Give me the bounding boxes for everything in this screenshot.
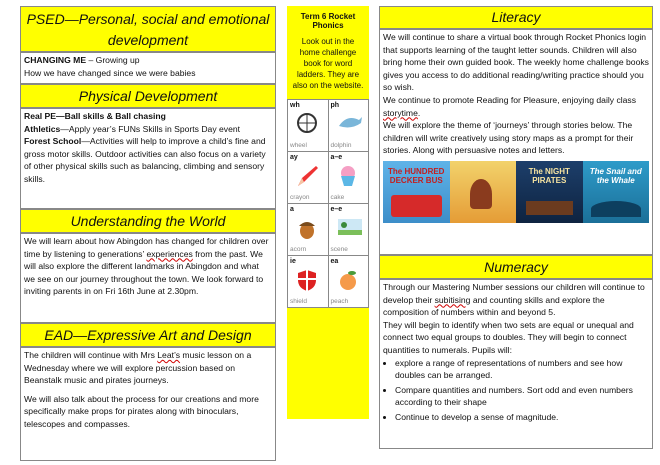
ead-para1-a: The children will continue with Mrs: [24, 350, 158, 360]
phonics-text: Look out in the home challenge book for word ladders. They are also on the website.: [287, 34, 369, 99]
ead-para1-u: Leat’s: [157, 350, 181, 360]
left-column: [20, 6, 276, 461]
acorn-icon: [296, 216, 318, 240]
ead-title: EAD—Expressive Art and Design: [44, 327, 252, 343]
literacy-header: [379, 6, 653, 29]
literacy-body: [379, 29, 653, 255]
dolphin-icon: [337, 112, 363, 134]
numeracy-para1-b: and counting skills and explore the composition of numbers within and beyond 5.: [383, 294, 605, 318]
phonics-cell-ie: [288, 256, 329, 308]
phonics-cell-ph: [329, 100, 370, 152]
phonics-cell-ea: [329, 256, 370, 308]
literacy-para1: We will continue to share a virtual book through Rocket Phonics login that supports learning of the taught letter sounds. Children will also bring home their own guided book. The weekly home challenge books gives you access to do additional reading/writing practice should you so wish.: [383, 32, 649, 93]
pe-rest: —Ball skills & Ball chasing: [56, 111, 166, 121]
psed-title-line1: PSED—Personal, social and emotional: [26, 11, 270, 27]
grapheme: ie: [290, 258, 296, 265]
numeracy-para1-u: subitising: [434, 294, 471, 305]
ead-para1-b: music lesson on a Wednesday where we will explore percussion based on Beanstalk music and pirates journeys.: [24, 350, 252, 386]
phonics-cell-e-e: [329, 204, 370, 256]
book-cover-2: [450, 161, 517, 223]
book-cover-4: [583, 161, 650, 223]
forest-label: Forest School: [24, 136, 82, 147]
word: shield: [290, 298, 307, 305]
word: peach: [330, 298, 349, 305]
word: crayon: [290, 194, 310, 201]
book-cover-1: [383, 161, 450, 223]
cupcake-icon: [337, 164, 359, 188]
list-item: • Continue to develop a sense of magnitude.: [395, 411, 649, 424]
utw-text-b: from the past. We will also explore the different landmarks in Abingdon and what we see on our journey throughout the town. We look forward to inviting parents in on Fri 16th June at 2.30pm.: [24, 248, 264, 297]
numeracy-para2: They will begin to identify when two sets are equal or unequal and connect two equal groups to doubles. They will begin to connect quantities to numerals. Pupils will:: [383, 319, 634, 355]
utw-text-a: We will learn about how Abingdon has changed for children over time by listening to generations’: [24, 236, 269, 259]
grapheme: a–e: [330, 154, 343, 161]
book-title: The NIGHT PIRATES: [528, 166, 570, 185]
changing-me-rest: – Growing up: [86, 55, 140, 65]
grapheme: a: [290, 206, 294, 213]
psed-header: [20, 6, 276, 52]
literacy-para3: We will explore the theme of ‘journeys’ through stories below. The children will write creatively using story maps as a prompt for their stories. Along with persuasive notes and letters.: [383, 120, 634, 156]
utw-title: Understanding the World: [70, 213, 226, 229]
ead-header: [20, 323, 276, 347]
phonics-cell-a: [288, 204, 329, 256]
literacy-para2-a: We continue to promote Reading for Pleasure, enjoying daily class: [383, 94, 637, 105]
psed-body: [20, 52, 276, 84]
ead-para2: We will also talk about the process for our creations and more specifically make props for pirates along with binoculars, telescopes and compasses.: [24, 393, 259, 429]
shield-icon: [296, 268, 318, 292]
changing-me-label: CHANGING ME: [24, 55, 87, 65]
psed-line2: How we have changed since we were babies: [24, 67, 196, 78]
grapheme: wh: [290, 102, 300, 109]
utw-header: [20, 209, 276, 233]
phonics-cell-ay: [288, 152, 329, 204]
word: dolphin: [330, 142, 352, 149]
numeracy-title: Numeracy: [484, 259, 548, 275]
word: cake: [330, 194, 345, 201]
numeracy-bullets: [383, 357, 649, 424]
literacy-para2-b: .: [417, 107, 421, 118]
numeracy-body: [379, 279, 653, 449]
numeracy-header: [379, 255, 653, 279]
ead-body: [20, 347, 276, 461]
literacy-para2-u: storytime: [383, 107, 418, 118]
book-cover-3: [516, 161, 583, 223]
physical-title: Physical Development: [78, 88, 218, 104]
phonics-title: Term 6 Rocket Phonics: [287, 6, 369, 34]
word: scene: [330, 246, 348, 253]
word: wheel: [290, 142, 307, 149]
crayon-icon: [296, 164, 320, 188]
forest-rest: —Activities will help to improve a child’s fine and gross motor skills. Outdoor activities can also focus on a variety of other physical skills such as balancing, climbing and sensory skills.: [24, 136, 266, 184]
wheel-icon: [296, 112, 318, 134]
peach-icon: [337, 268, 359, 292]
right-column: [379, 6, 653, 449]
utw-body: [20, 233, 276, 323]
phonics-spacer: [287, 308, 369, 419]
physical-header: [20, 84, 276, 108]
phonics-cell-a-e: [329, 152, 370, 204]
utw-text-u: experiences: [146, 248, 193, 259]
physical-body: [20, 108, 276, 209]
scene-icon: [337, 216, 363, 238]
list-item: • Compare quantities and numbers. Sort odd and even numbers according to their shape: [395, 384, 649, 409]
grapheme: ph: [330, 102, 340, 109]
phonics-cell-wh: [288, 100, 329, 152]
numeracy-para1-a: Through our Mastering Number sessions our children will continue to develop their: [383, 282, 645, 305]
athletics-rest: —Apply year’s FUNs Skills in Sports Day event: [60, 123, 241, 134]
word: acorn: [290, 246, 307, 253]
grapheme: e–e: [330, 206, 343, 213]
book-title: The Snail and the Whale: [589, 166, 642, 185]
book-title: The HUNDRED DECKER BUS: [388, 166, 445, 185]
grapheme: ea: [330, 258, 339, 265]
grapheme: ay: [290, 154, 298, 161]
phonics-grid: [287, 99, 369, 308]
list-item: • explore a range of representations of numbers and see how doubles can be arranged.: [395, 357, 649, 382]
athletics-label: Athletics: [24, 123, 61, 134]
psed-title-line2: development: [107, 32, 189, 48]
book-covers: [383, 161, 649, 223]
literacy-title: Literacy: [491, 9, 541, 25]
phonics-column: [287, 6, 369, 419]
pe-label: Real PE: [24, 111, 57, 121]
